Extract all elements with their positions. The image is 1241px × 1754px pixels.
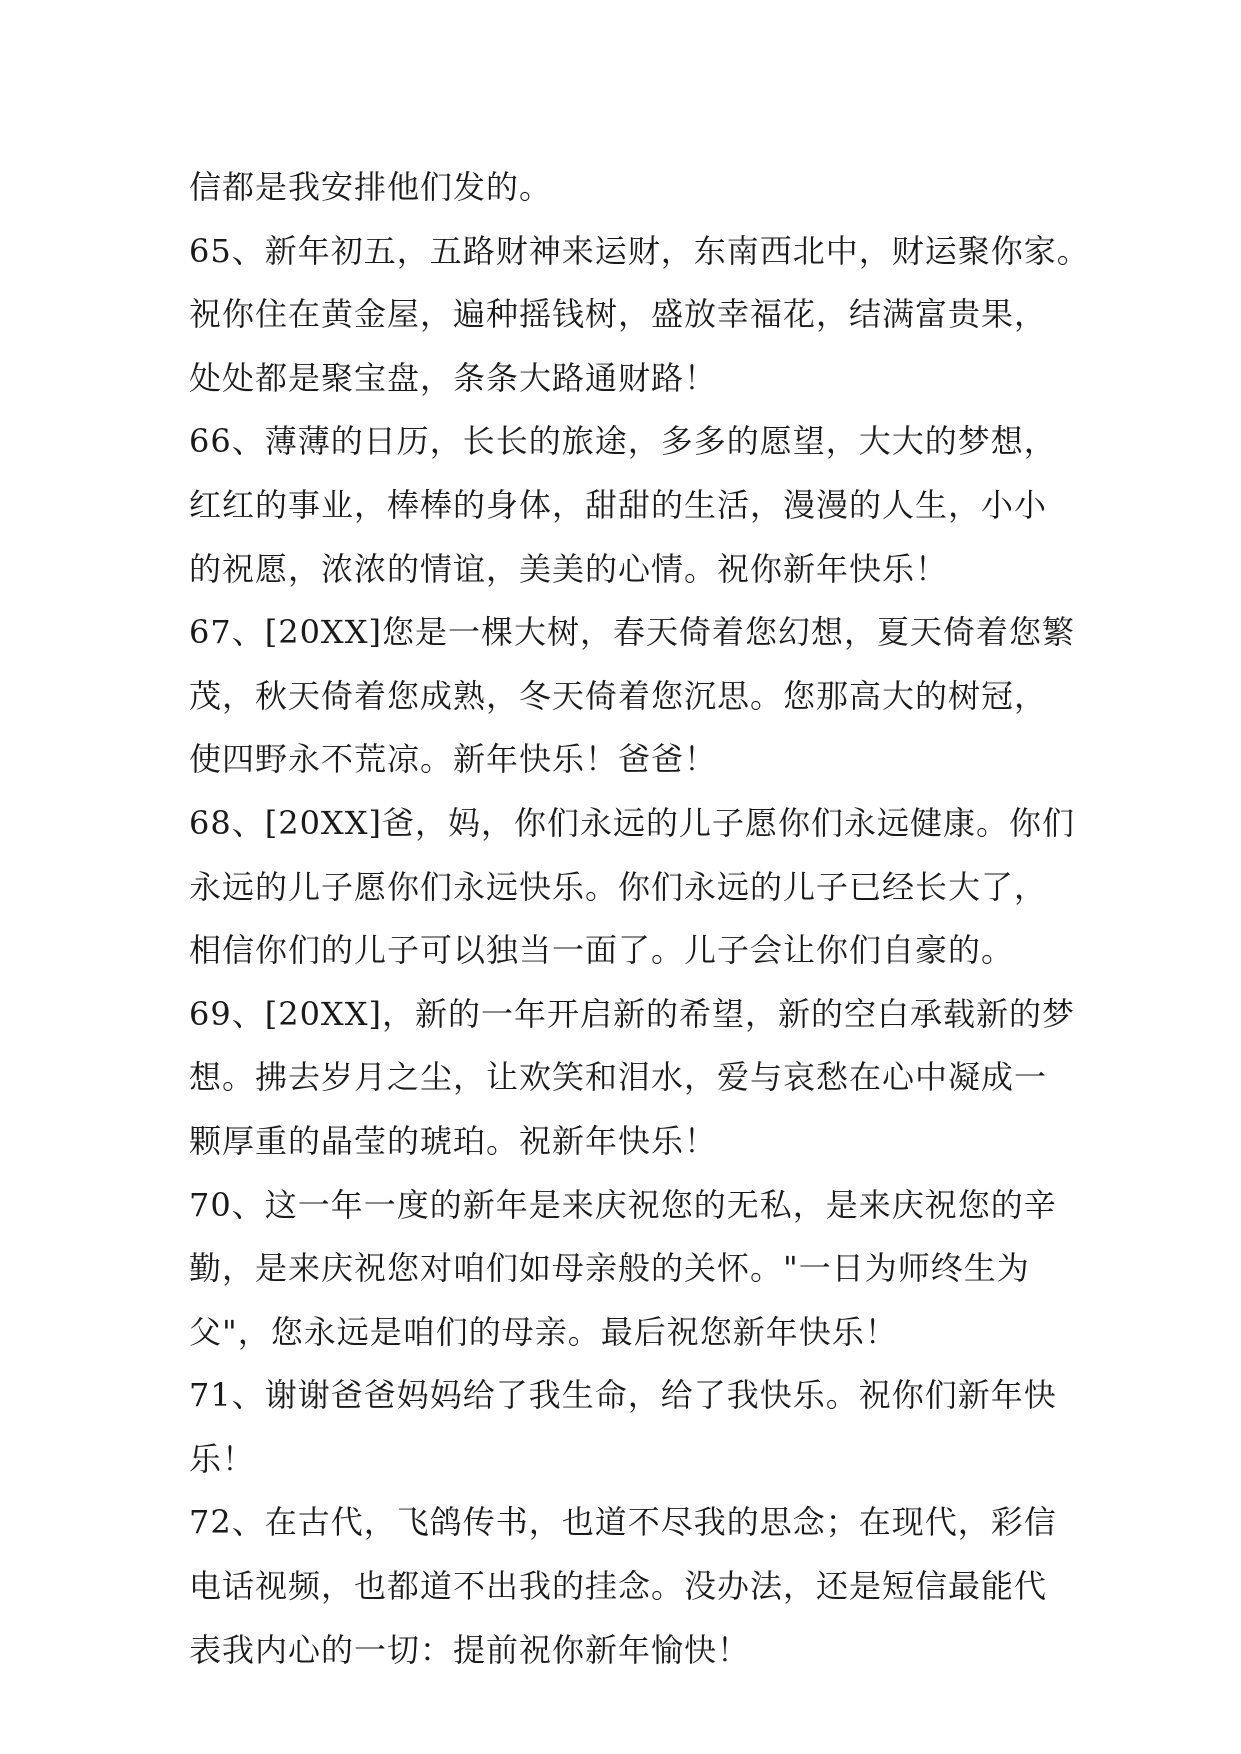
text-line: 电话视频，也都道不出我的挂念。没办法，还是短信最能代 bbox=[189, 1567, 1048, 1606]
text-line: 祝你住在黄金屋，遍种摇钱树，盛放幸福花，结满富贵果， bbox=[189, 295, 1048, 334]
text-line: 65、新年初五，五路财神来运财，东南西北中，财运聚你家。 bbox=[189, 231, 1090, 270]
text-line: 66、薄薄的日历，长长的旅途，多多的愿望，大大的梦想， bbox=[189, 422, 1057, 461]
text-line: 69、[20XX]，新的一年开启新的希望，新的空白承载新的梦 bbox=[189, 994, 1075, 1033]
text-line: 勤，是来庆祝您对咱们如母亲般的关怀。"一日为师终生为 bbox=[189, 1249, 1030, 1288]
text-line: 68、[20XX]爸，妈，你们永远的儿子愿你们永远健康。你们 bbox=[189, 803, 1075, 842]
text-line: 永远的儿子愿你们永远快乐。你们永远的儿子已经长大了， bbox=[189, 867, 1048, 906]
text-line: 颗厚重的晶莹的琥珀。祝新年快乐！ bbox=[189, 1121, 718, 1160]
text-line: 信都是我安排他们发的。 bbox=[189, 168, 553, 206]
text-line: 相信你们的儿子可以独当一面了。儿子会让你们自豪的。 bbox=[189, 931, 1015, 970]
text-line: 使四野永不荒凉。新年快乐！爸爸！ bbox=[189, 740, 718, 779]
text-line: 想。拂去岁月之尘，让欢笑和泪水，爱与哀愁在心中凝成一 bbox=[189, 1058, 1048, 1097]
text-line: 的祝愿，浓浓的情谊，美美的心情。祝你新年快乐！ bbox=[189, 549, 949, 588]
text-line: 表我内心的一切：提前祝你新年愉快！ bbox=[189, 1630, 751, 1669]
text-line: 70、这一年一度的新年是来庆祝您的无私，是来庆祝您的辛 bbox=[189, 1185, 1057, 1224]
text-line: 72、在古代，飞鸽传书，也道不尽我的思念；在现代，彩信 bbox=[189, 1503, 1057, 1542]
text-line: 父"，您永远是咱们的母亲。最后祝您新年快乐！ bbox=[189, 1312, 898, 1351]
document-body bbox=[189, 156, 1090, 1682]
text-line: 乐！ bbox=[189, 1439, 256, 1478]
text-line: 处处都是聚宝盘，条条大路通财路！ bbox=[189, 358, 718, 397]
text-line: 67、[20XX]您是一棵大树，春天倚着您幻想，夏天倚着您繁 bbox=[189, 613, 1075, 652]
text-line: 71、谢谢爸爸妈妈给了我生命，给了我快乐。祝你们新年快 bbox=[189, 1376, 1057, 1415]
text-line: 茂，秋天倚着您成熟，冬天倚着您沉思。您那高大的树冠， bbox=[189, 676, 1048, 715]
text-line: 红红的事业，棒棒的身体，甜甜的生活，漫漫的人生，小小 bbox=[189, 485, 1048, 524]
